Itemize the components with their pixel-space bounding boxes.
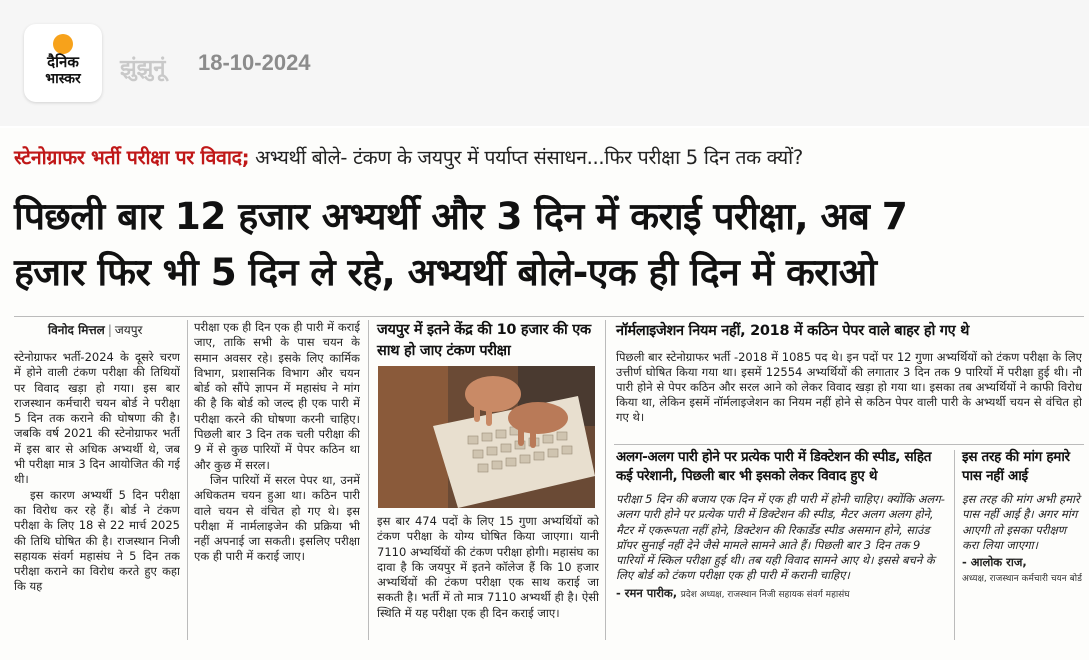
divider-sidebar-quote <box>954 450 955 640</box>
main-headline <box>14 188 1089 300</box>
sidebar3-body <box>616 492 950 634</box>
sidebar4-quote-name: - आलोक राज, <box>962 555 1027 570</box>
dainik-bhaskar-logo[interactable] <box>24 24 102 102</box>
divider-col2 <box>368 320 369 640</box>
sidebar2-body <box>616 350 1082 440</box>
typing-hands-image <box>378 366 595 508</box>
sidebar4-text: इस तरह की मांग अभी हमारे पास नहीं आई है। अगर मांग आएगी तो इसका परीक्षण करा लिया जाएगा। <box>962 492 1080 552</box>
typewriter-photo <box>378 366 595 508</box>
sidebar3-text: परीक्षा 5 दिन की बजाय एक दिन में एक ही पारी में होनी चाहिए। क्योंकि अलग-अलग पारी होने पर प्रत्येक पारी में डिक्टेशन की स्पीड, मैटर अलग अलग होने, मैटर में एकरूपता नहीं होने, डिक्टेशन की रिकार्डेड स्पीड असमान होने, साउंड प्रॉपर सुनाई नहीं देने जैसे मामले सामने आते हैं। पिछली बार 3 दिन तक 9 पारियों में स्किल परीक्षा हुई थी। तब यही विवाद सामने आए थे। इससे बचने के लिए बोर्ड को टंकण परीक्षा एक ही पारी में करानी चाहिए। <box>616 492 945 583</box>
sidebar3-title: अलग-अलग पारी होने पर प्रत्येक पारी में डिक्टेशन की स्पीड, सहित कई परेशानी, पिछली बार भी इसको लेकर विवाद हुए थे <box>616 449 932 484</box>
article-column-2 <box>194 320 360 636</box>
sidebar3-quote-role: प्रदेश अध्यक्ष, राजस्थान निजी सहायक संवर्ग महासंघ <box>680 589 850 600</box>
divider-sidebar <box>614 444 1084 445</box>
col2-paragraph-2: जिन पारियों में सरल पेपर था, उनमें अधिकतम चयन हुआ था। कठिन पारी वाले चयन से वंचित हो गए थे। इस परीक्षा में नार्मलाइजेन की प्रक्रिया भी नहीं अपनाई जा सकती। इसलिए परीक्षा एक ही पारी में कराई जाए। <box>194 472 360 564</box>
byline <box>48 321 142 338</box>
edition-city: झुंझुनूं <box>120 56 166 81</box>
logo-line1: दैनिक <box>47 53 79 71</box>
sidebar4-title: इस तरह की मांग हमारे पास नहीं आई <box>962 449 1070 484</box>
divider-col3 <box>605 320 606 640</box>
col1-paragraph-2: इस कारण अभ्यर्थी 5 दिन परीक्षा का विरोध कर रहे हैं। बोर्ड ने टंकण परीक्षा के लिए 18 से 22 मार्च 2025 की तिथि घोषित की है। राजस्थान निजी सहायक संवर्ग महासंघ ने 5 दिन तक परीक्षा कराने का विरोध करते हुए कहा कि यह <box>14 487 180 594</box>
publish-date: 18-10-2024 <box>198 50 311 75</box>
sidebar1-title: जयपुर में इतने केंद्र की 10 हजार की एक साथ हो जाए टंकण परीक्षा <box>377 322 591 359</box>
headline-line1: पिछली बार 12 हजार अभ्यर्थी और 3 दिन में कराई परीक्षा, अब 7 <box>14 194 908 238</box>
sun-icon <box>53 34 73 54</box>
byline-author: विनोद मित्तल <box>48 323 105 337</box>
sidebar1-body <box>377 514 599 636</box>
post-header <box>0 0 1089 126</box>
sidebar4-quote-role: अध्यक्ष, राजस्थान कर्मचारी चयन बोर्ड <box>962 574 1082 585</box>
sidebar2-title: नॉर्मलाइजेशन नियम नहीं, 2018 में कठिन पेपर वाले बाहर हो गए थे <box>616 323 970 339</box>
logo-line2: भास्कर <box>45 71 81 87</box>
col2-paragraph-1: परीक्षा एक ही दिन एक ही पारी में कराई जाए, ताकि सभी के पास चयन के समान अवसर रहे। इसके लिए कार्मिक विभाग, प्रशासनिक विभाग और चयन बोर्ड को सौंपे ज्ञापन में महासंघ ने मांग की है कि बोर्ड को जल्द ही एक पारी में परीक्षा करने की घोषणा करनी चाहिए। पिछली बार 3 दिन तक चली परीक्षा की 9 में से कुछ पारियों में पेपर कठिन था और कुछ में सरल। <box>194 320 360 472</box>
sidebar3-quote-name: - रमन पारीक, <box>616 585 678 600</box>
col1-paragraph-1: स्टेनोग्राफर भर्ती-2024 के दूसरे चरण में होने वाली टंकण परीक्षा की तिथियों पर विवाद खड़ा हो गया। इस बार राजस्थान कर्मचारी चयन बोर्ड ने परीक्षा 5 दिन तक कराने की घोषणा की है। जबकि वर्ष 2021 की स्टेनोग्राफर भर्ती में इस बार से अधिक अभ्यर्थी थे, जब भी परीक्षा मात्र 3 दिन आयोजित की गई थी। <box>14 350 180 487</box>
byline-place: जयपुर <box>114 323 143 337</box>
byline-separator: | <box>107 323 112 337</box>
kicker-subtitle: अभ्यर्थी बोले- टंकण के जयपुर में पर्याप्त संसाधन...फिर परीक्षा 5 दिन तक क्यों? <box>249 146 803 169</box>
article-column-1 <box>14 350 180 636</box>
divider-col1 <box>187 320 188 640</box>
kicker-topic: स्टेनोग्राफर भर्ती परीक्षा पर विवाद; <box>14 146 250 169</box>
sidebar1-text: इस बार 474 पदों के लिए 15 गुणा अभ्यर्थियों को टंकण परीक्षा के योग्य घोषित किया जाएगा। यानी 7110 अभ्यर्थियों की टंकण परीक्षा होगी। महासंघ का दावा है कि जयपुर में इतने कॉलेज हैं कि 10 हजार अभ्यर्थियों की टंकण परीक्षा एक साथ कराई जा सकती है। भर्ती में तो मात्र 7110 अभ्यर्थी ही है। ऐसी स्थिति में यह परीक्षा एक ही दिन कराई जाए। <box>377 514 599 620</box>
clipping-bottom-edge <box>0 650 1089 660</box>
divider-top <box>14 316 1084 317</box>
sidebar4-body <box>962 492 1084 634</box>
headline-line2: हजार फिर भी 5 दिन ले रहे, अभ्यर्थी बोले-एक ही दिन में कराओ <box>14 250 877 294</box>
kicker-line <box>14 144 1084 172</box>
sidebar2-text: पिछली बार स्टेनोग्राफर भर्ती -2018 में 1085 पद थे। इन पदों पर 12 गुणा अभ्यर्थियों को टंकण परीक्षा के लिए उत्तीर्ण घोषित किया गया था। इसमें 12554 अभ्यर्थियों की लगातार 3 दिन तक 9 पारियों में परीक्षा हुई थी। नौ पारी होने से पेपर कठिन और सरल आने को लेकर विवाद खड़ा हो गया था। इसका तब अभ्यर्थियों ने काफी विरोध किया था, लेकिन इसमें नॉर्मलाइजेशन का नियम नहीं होने से कठिन पेपर वाली पारी के अभ्यर्थी चयन से वंचित हो गए थे। <box>616 350 1082 424</box>
